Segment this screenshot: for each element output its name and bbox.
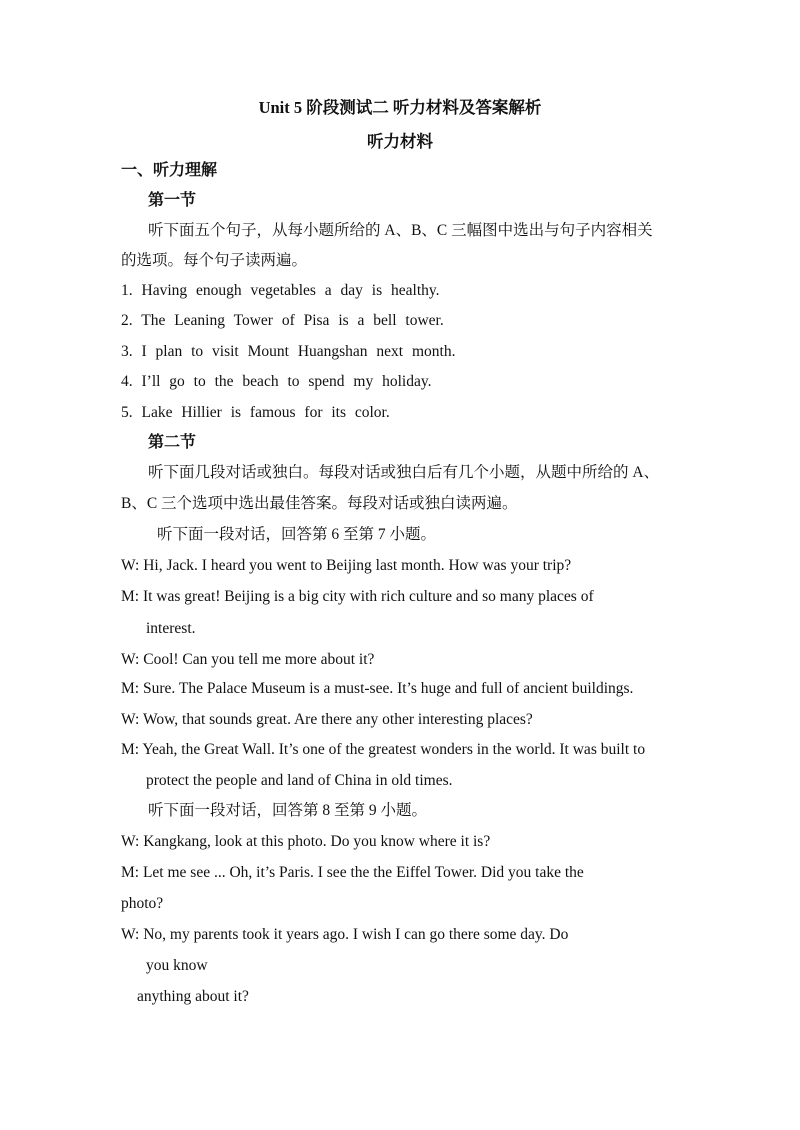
dialog-line: M: Sure. The Palace Museum is a must-see. It’s huge and full of ancient buildings.: [121, 680, 634, 697]
dialog-line: protect the people and land of China in old times.: [146, 772, 453, 789]
part1-instruction-line2: 的选项。每个句子读两遍。: [121, 252, 308, 269]
dialog-line: you know: [146, 957, 208, 974]
part1-instruction-line1: 听下面五个句子，从每小题所给的 A、B、C 三幅图中选出与句子内容相关: [148, 222, 653, 239]
sentence-item: 4. I’ll go to the beach to spend my holiday.: [121, 373, 432, 390]
dialog-line: photo?: [121, 895, 164, 912]
part2-instruction-line2: B、C 三个选项中选出最佳答案。每段对话或独白读两遍。: [121, 495, 518, 512]
document-title: Unit 5 阶段测试二 听力材料及答案解析: [258, 98, 542, 117]
part1-heading: 第一节: [148, 192, 197, 209]
dialog-line: W: Cool! Can you tell me more about it?: [121, 651, 375, 668]
dialog-line: anything about it?: [137, 988, 249, 1005]
dialog-intro: 听下面一段对话，回答第 6 至第 7 小题。: [157, 526, 437, 543]
sentence-item: 3. I plan to visit Mount Huangshan next month.: [121, 343, 456, 360]
dialog-line: W: Hi, Jack. I heard you went to Beijing last month. How was your trip?: [121, 557, 572, 574]
sentence-item: 2. The Leaning Tower of Pisa is a bell tower.: [121, 312, 444, 329]
part2-heading: 第二节: [148, 434, 197, 451]
dialog-line: W: No, my parents took it years ago. I wish I can go there some day. Do: [121, 926, 569, 943]
sentence-item: 1. Having enough vegetables a day is healthy.: [121, 282, 440, 299]
dialog-line: M: Let me see ... Oh, it’s Paris. I see the the Eiffel Tower. Did you take the: [121, 864, 584, 881]
section-heading: 一、听力理解: [121, 162, 218, 179]
dialog-line: W: Kangkang, look at this photo. Do you know where it is?: [121, 833, 491, 850]
dialog-line: W: Wow, that sounds great. Are there any other interesting places?: [121, 711, 533, 728]
document-subtitle: 听力材料: [367, 132, 433, 151]
dialog-line: M: It was great! Beijing is a big city with rich culture and so many places of: [121, 588, 594, 605]
dialog-line: M: Yeah, the Great Wall. It’s one of the greatest wonders in the world. It was built to: [121, 741, 646, 758]
sentence-item: 5. Lake Hillier is famous for its color.: [121, 404, 390, 421]
dialog-line: interest.: [146, 620, 196, 637]
part2-instruction-line1: 听下面几段对话或独白。每段对话或独白后有几个小题，从题中所给的 A、: [148, 464, 660, 481]
dialog-intro: 听下面一段对话，回答第 8 至第 9 小题。: [148, 802, 428, 819]
